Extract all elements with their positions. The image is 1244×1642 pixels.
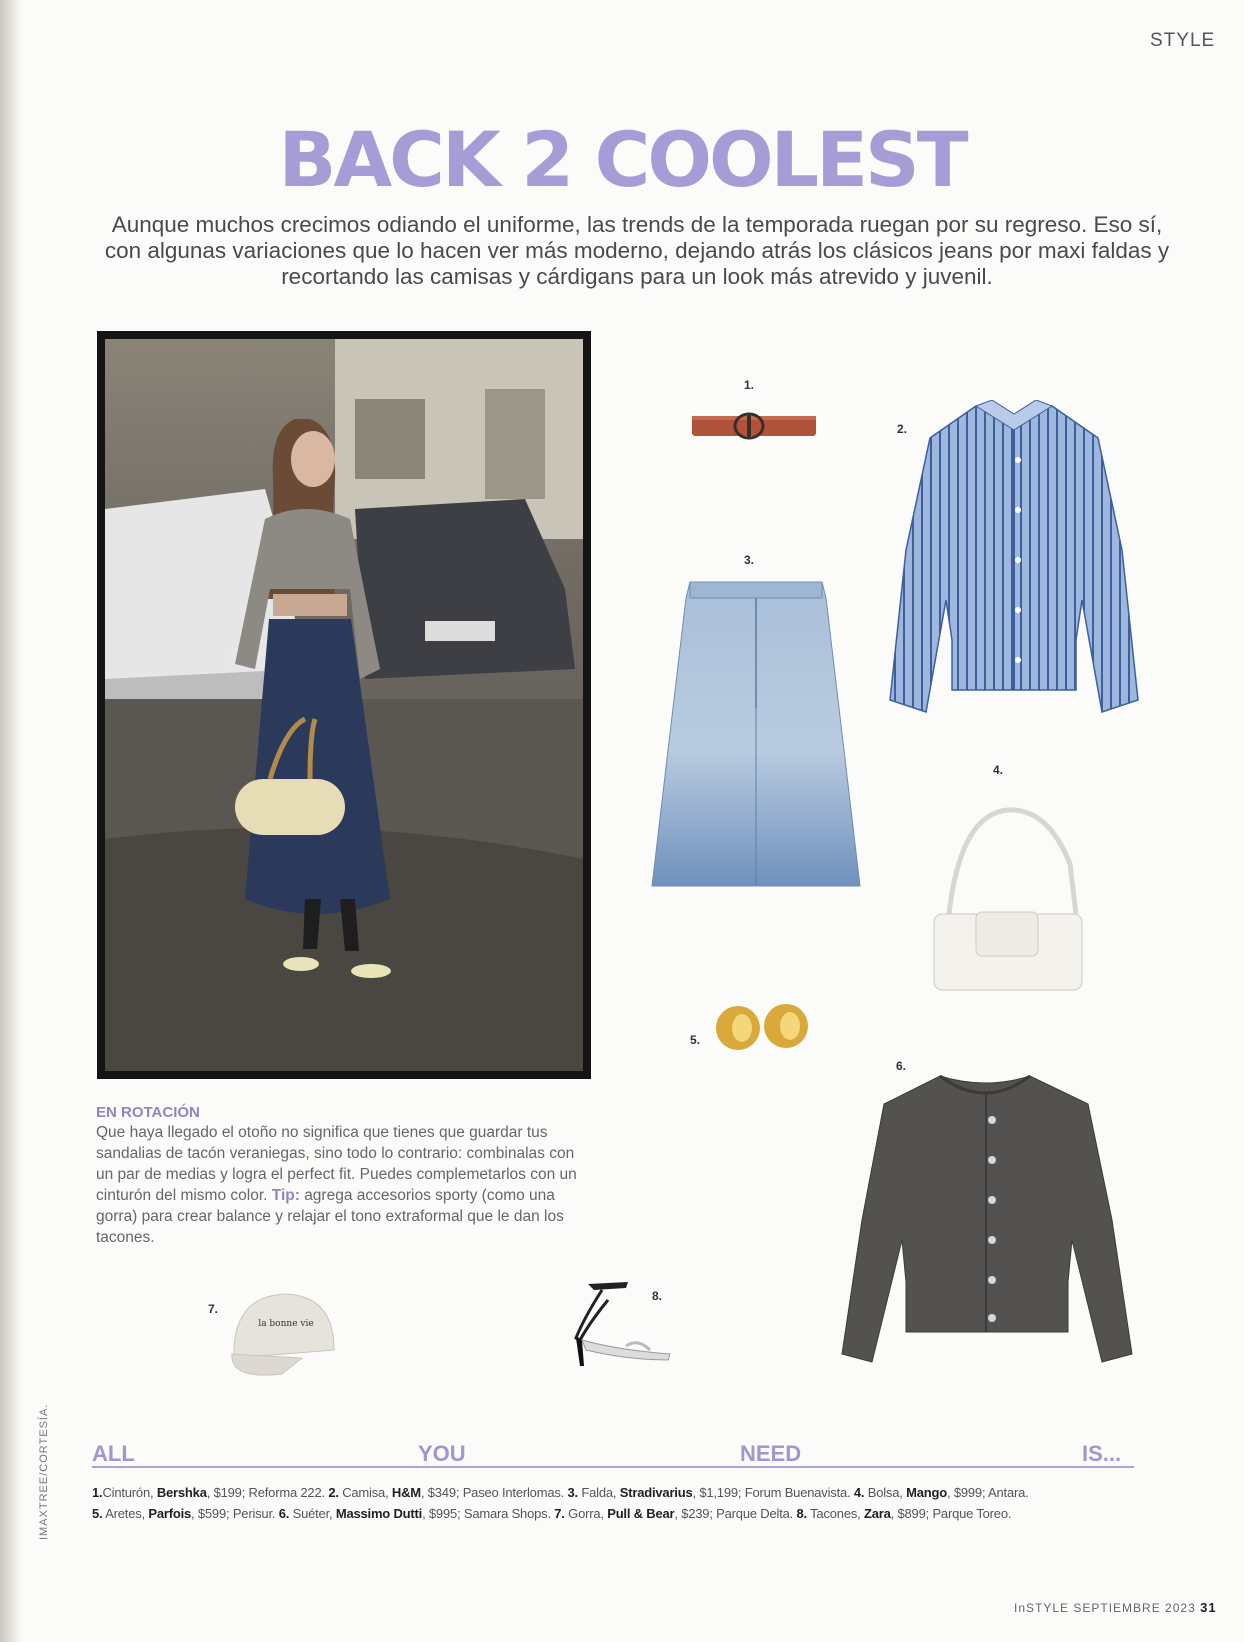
white-bag-image [928,804,1088,994]
cap-image [226,1288,340,1380]
folio-page-number: 31 [1200,1600,1217,1615]
heel-sandal-image [568,1278,672,1368]
ayni-word-need: NEED [740,1441,802,1466]
street-style-photo [97,331,591,1079]
product-2-number: 2. [897,422,908,436]
credit-3: 3. Falda, Stradivarius, $1,199; Forum Buenavista. [567,1485,851,1500]
section-label: STYLE [1150,30,1216,51]
ayni-word-all: ALL [92,1441,135,1466]
all-you-need-banner [92,1441,1134,1469]
folio-issue: SEPTIEMBRE 2023 [1073,1601,1196,1615]
product-8-number: 8. [652,1289,663,1303]
sidebar-title: EN ROTACIÓN [96,1104,200,1121]
gold-earrings-image [712,998,812,1054]
credit-1: 1.Cinturón, Bershka, $199; Reforma 222. [92,1485,325,1500]
credit-2: 2. Camisa, H&M, $349; Paseo Interlomas. [328,1485,565,1500]
grey-cardigan-image [840,1070,1140,1370]
denim-skirt-image [648,578,864,890]
product-5-number: 5. [690,1033,701,1047]
product-credits [92,1482,1192,1524]
sidebar-body [96,1122,591,1248]
tip-label: Tip: [271,1187,300,1204]
tip-text: agrega accesorios sporty (como una gorra) para crear balance y relajar el tono extraformal que le dan los tacones. [96,1187,564,1246]
credit-8: 8. Tacones, Zara, $899; Parque Toreo. [796,1506,1012,1521]
ayni-rule [92,1466,1134,1468]
product-1-number: 1. [744,378,755,392]
intro-paragraph: Aunque muchos crecimos odiando el uniforme, las trends de la temporada ruegan por su regreso. Eso sí, con algunas variaciones que lo hacen ver más moderno, dejando atrás los clásicos jeans por maxi faldas y recortando las camisas y cárdigans para un look más atrevido y juvenil. [104,212,1170,289]
product-7-number: 7. [208,1302,219,1316]
product-4-number: 4. [993,763,1004,777]
credit-6: 6. Suéter, Massimo Dutti, $995; Samara Shops. [278,1506,551,1521]
page-spine-shadow [0,0,22,1642]
photo-credit: IMAXTREE/CORTESÍA. [38,1403,50,1540]
product-3-number: 3. [744,553,755,567]
belt-image [690,408,818,444]
cap-text: la bonne vie [258,1319,314,1329]
striped-shirt-image [876,400,1152,730]
folio-magazine: InSTYLE [1014,1601,1070,1615]
ayni-word-you: YOU [418,1441,466,1466]
product-6-number: 6. [896,1059,907,1073]
headline: BACK 2 COOLEST [278,115,966,204]
credit-7: 7. Gorra, Pull & Bear, $239; Parque Delta. [554,1506,794,1521]
page-folio [1014,1600,1217,1615]
credit-4: 4. Bolsa, Mango, $999; Antara. [853,1485,1029,1500]
street-style-illustration [105,339,583,1071]
ayni-word-is: IS... [1082,1441,1122,1466]
credit-5: 5. Aretes, Parfois, $599; Perisur. [92,1506,276,1521]
sidebar-text: Que haya llegado el otoño no significa que tienes que guardar tus sandalias de tacón veraniegas, sino todo lo contrario: combinalas con un par de medias y logra el perfect fit. Puedes complemetarlos con un cinturón del mismo color. [96,1124,577,1204]
